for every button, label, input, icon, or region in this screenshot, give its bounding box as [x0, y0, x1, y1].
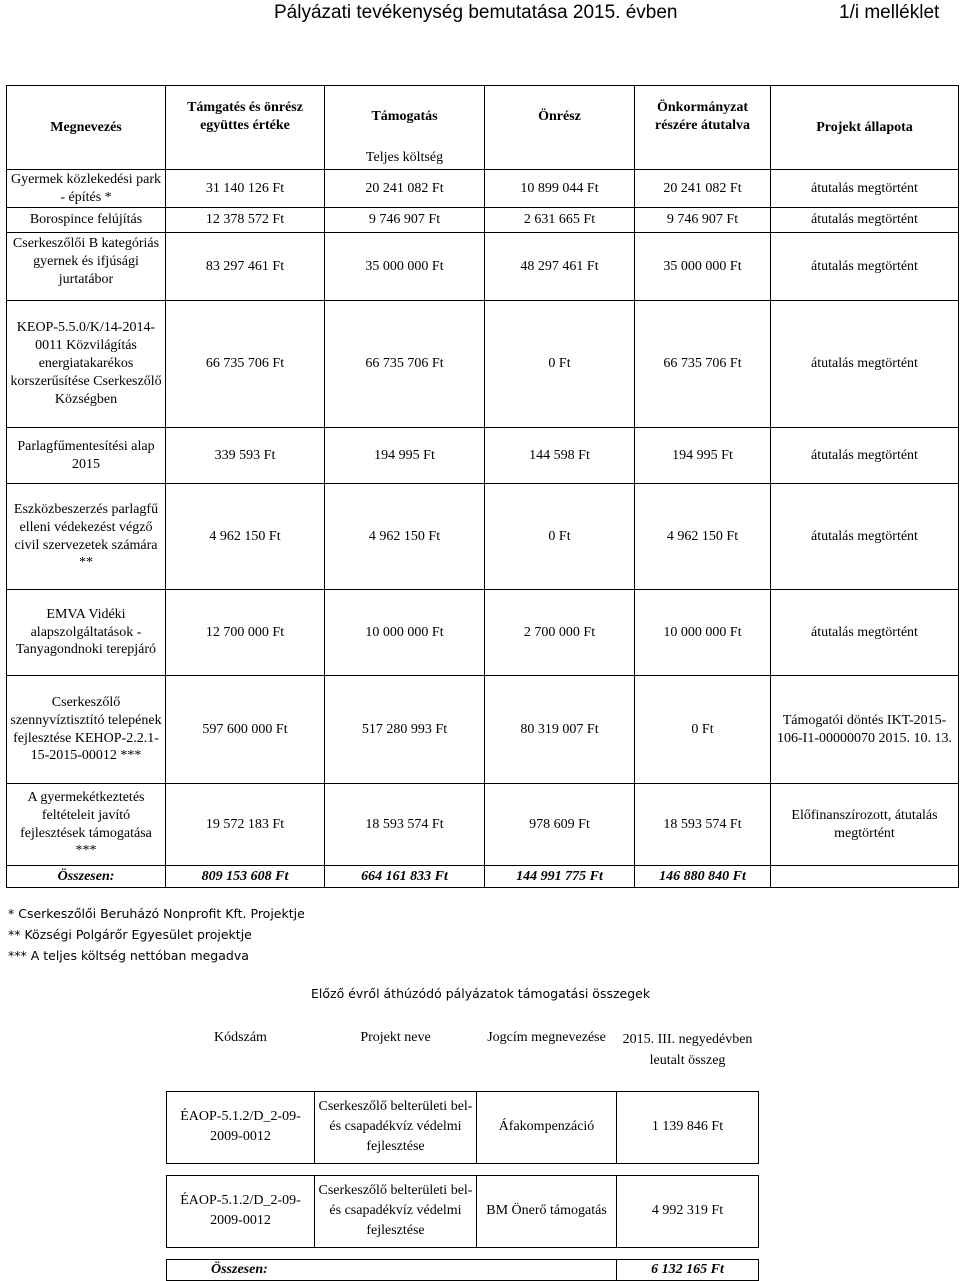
sum-label: Összesen:	[7, 866, 166, 888]
row-name: Borospince felújítás	[7, 208, 166, 233]
row-own: 48 297 461 Ft	[485, 233, 635, 301]
annex-label: 1/i melléklet	[839, 2, 940, 23]
sum-row	[167, 1259, 759, 1280]
section-title: Előző évről áthúzódó pályázatok támogatási összegek	[311, 986, 651, 1001]
header-support: Támogatás	[325, 86, 485, 148]
row-own: 0 Ft	[485, 484, 635, 590]
row-name: Parlagfűmentesítési alap 2015	[7, 428, 166, 484]
row-amount: 1 139 846 Ft	[617, 1091, 759, 1163]
row-amount: 4 992 319 Ft	[617, 1175, 759, 1247]
row-support: 18 593 574 Ft	[325, 784, 485, 866]
row-project: Cserkeszőlő belterületi bel-és csapadékvíz védelmi fejlesztése	[315, 1091, 477, 1163]
row-status: átutalás megtörtént	[771, 208, 959, 233]
table-row	[167, 1175, 759, 1247]
row-total: 12 700 000 Ft	[166, 590, 325, 676]
row-support: 66 735 706 Ft	[325, 301, 485, 428]
row-name: Cserkeszőlői B kategóriás gyernek és ifjúsági jurtatábor	[7, 233, 166, 301]
row-transferred: 18 593 574 Ft	[635, 784, 771, 866]
row-project: Cserkeszőlő belterületi bel-és csapadékvíz védelmi fejlesztése	[315, 1175, 477, 1247]
row-name: EMVA Vidéki alapszolgáltatások - Tanyagondnoki terepjáró	[7, 590, 166, 676]
table-row	[167, 1091, 759, 1163]
row-own: 0 Ft	[485, 301, 635, 428]
row-own: 2 631 665 Ft	[485, 208, 635, 233]
row-total: 597 600 000 Ft	[166, 676, 325, 784]
table-row	[7, 590, 959, 676]
row-code: ÉAOP-5.1.2/D_2-09-2009-0012	[167, 1175, 315, 1247]
row-transferred: 20 241 082 Ft	[635, 170, 771, 208]
header-total: Támgatés és önrész együttes értéke	[166, 86, 325, 148]
row-total: 83 297 461 Ft	[166, 233, 325, 301]
row-support: 194 995 Ft	[325, 428, 485, 484]
row-transferred: 9 746 907 Ft	[635, 208, 771, 233]
header-code: Kódszám	[214, 1029, 267, 1045]
table-row	[7, 428, 959, 484]
header-amount: 2015. III. negyedévben leutalt összeg	[622, 1032, 753, 1068]
footnote: ** Községi Polgárőr Egyesület projektje	[8, 927, 252, 942]
row-own: 10 899 044 Ft	[485, 170, 635, 208]
row-status: átutalás megtörtént	[771, 428, 959, 484]
table-row	[7, 784, 959, 866]
sum-own: 144 991 775 Ft	[485, 866, 635, 888]
row-name: Gyermek közlekedési park - építés *	[7, 170, 166, 208]
sum-row	[7, 866, 959, 888]
table-row	[7, 208, 959, 233]
row-support: 35 000 000 Ft	[325, 233, 485, 301]
row-status: Támogatói döntés IKT-2015-106-I1-00000070 2015. 10. 13.	[771, 676, 959, 784]
row-total: 31 140 126 Ft	[166, 170, 325, 208]
sum-total: 809 153 608 Ft	[166, 866, 325, 888]
row-status: átutalás megtörtént	[771, 170, 959, 208]
footnote: * Cserkeszőlői Beruházó Nonprofit Kft. Projektje	[8, 906, 305, 921]
row-legal: BM Önerő támogatás	[477, 1175, 617, 1247]
table-row	[7, 301, 959, 428]
header-status: Projekt állapota	[771, 86, 959, 170]
header-legal: Jogcím megnevezése	[487, 1029, 606, 1045]
header-own: Önrész	[485, 86, 635, 148]
row-own: 144 598 Ft	[485, 428, 635, 484]
row-status: átutalás megtörtént	[771, 484, 959, 590]
row-transferred: 194 995 Ft	[635, 428, 771, 484]
row-name: Eszközbeszerzés parlagfű elleni védekezést végző civil szervezetek számára **	[7, 484, 166, 590]
header-project: Projekt neve	[360, 1029, 431, 1045]
table-row	[7, 484, 959, 590]
row-support: 20 241 082 Ft	[325, 170, 485, 208]
row-total: 66 735 706 Ft	[166, 301, 325, 428]
footnotes	[8, 903, 305, 966]
row-name: Cserkeszőlő szennyvíztisztító telepének fejlesztése KEHOP-2.2.1-15-2015-00012 ***	[7, 676, 166, 784]
header-row	[7, 86, 959, 148]
table-row	[7, 170, 959, 208]
header-name: Megnevezés	[7, 86, 166, 170]
row-code: ÉAOP-5.1.2/D_2-09-2009-0012	[167, 1091, 315, 1163]
table-row	[7, 233, 959, 301]
header-row	[167, 1005, 759, 1071]
row-status: átutalás megtörtént	[771, 590, 959, 676]
row-transferred: 0 Ft	[635, 676, 771, 784]
sum-amount: 6 132 165 Ft	[617, 1259, 759, 1280]
row-legal: Áfakompenzáció	[477, 1091, 617, 1163]
row-own: 80 319 007 Ft	[485, 676, 635, 784]
row-total: 339 593 Ft	[166, 428, 325, 484]
sum-transferred: 146 880 840 Ft	[635, 866, 771, 888]
row-total: 12 378 572 Ft	[166, 208, 325, 233]
row-total: 19 572 183 Ft	[166, 784, 325, 866]
row-support: 10 000 000 Ft	[325, 590, 485, 676]
row-status: Előfinanszírozott, átutalás megtörtént	[771, 784, 959, 866]
row-support: 517 280 993 Ft	[325, 676, 485, 784]
row-transferred: 35 000 000 Ft	[635, 233, 771, 301]
sum-support: 664 161 833 Ft	[325, 866, 485, 888]
row-name: KEOP-5.5.0/K/14-2014-0011 Közvilágítás energiatakarékos korszerűsítése Cserkeszőlő Községben	[7, 301, 166, 428]
footnote: *** A teljes költség nettóban megadva	[8, 948, 249, 963]
row-total: 4 962 150 Ft	[166, 484, 325, 590]
row-own: 978 609 Ft	[485, 784, 635, 866]
row-name: A gyermekétkeztetés feltételeit javító fejlesztések támogatása ***	[7, 784, 166, 866]
header-transferred: Önkormányzat részére átutalva	[635, 86, 771, 148]
grants-table	[6, 85, 959, 888]
row-transferred: 66 735 706 Ft	[635, 301, 771, 428]
carryover-table	[166, 1005, 759, 1281]
table-row	[7, 676, 959, 784]
page-title: Pályázati tevékenység bemutatása 2015. évben	[274, 2, 678, 23]
sum-label: Összesen:	[167, 1259, 617, 1280]
row-own: 2 700 000 Ft	[485, 590, 635, 676]
row-status: átutalás megtörtént	[771, 233, 959, 301]
row-support: 4 962 150 Ft	[325, 484, 485, 590]
row-transferred: 10 000 000 Ft	[635, 590, 771, 676]
row-transferred: 4 962 150 Ft	[635, 484, 771, 590]
row-support: 9 746 907 Ft	[325, 208, 485, 233]
header-total-cost: Teljes költség	[325, 148, 485, 170]
row-status: átutalás megtörtént	[771, 301, 959, 428]
